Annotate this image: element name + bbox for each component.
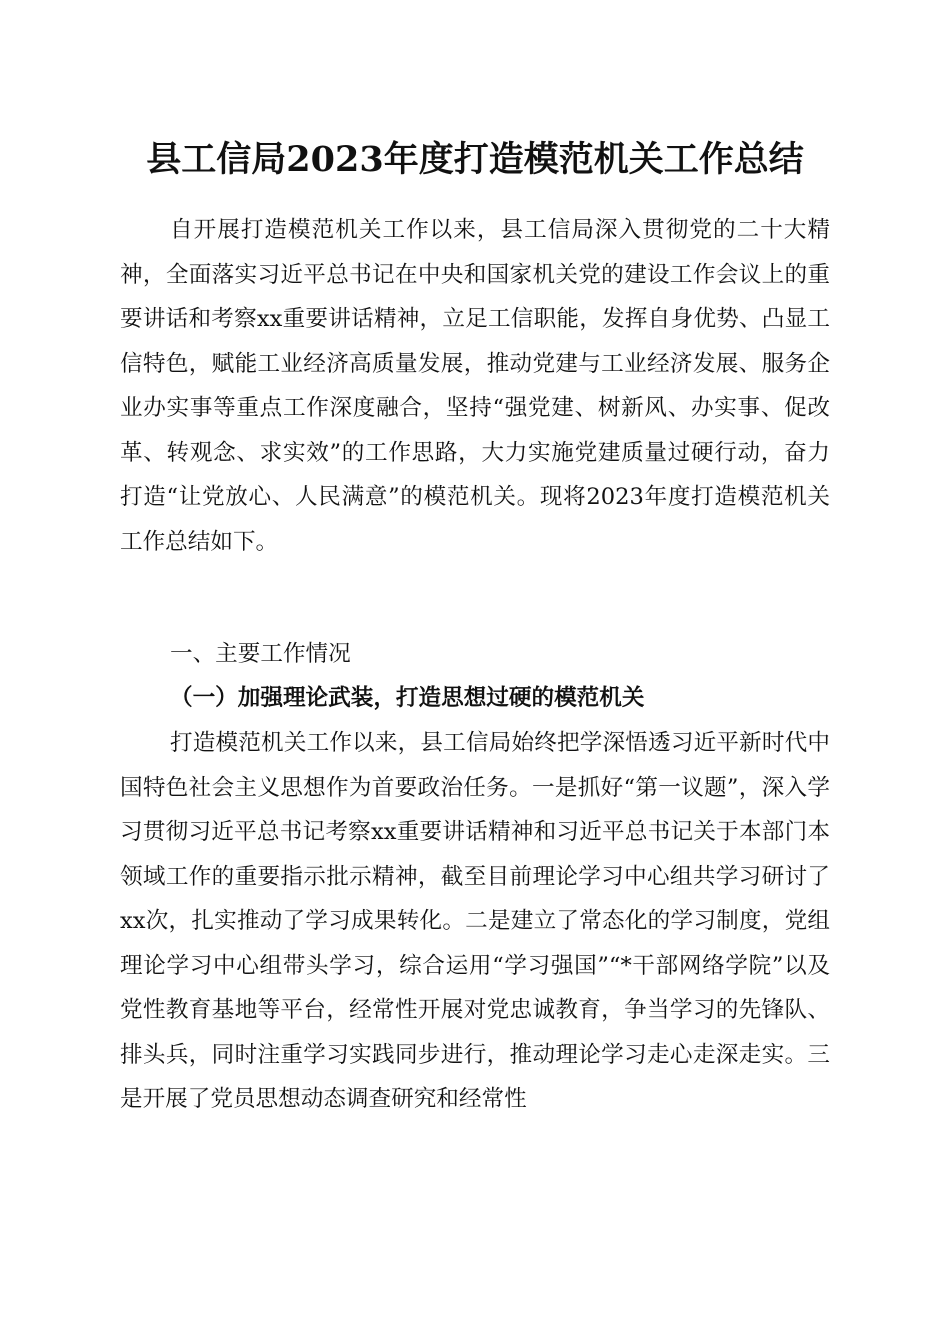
subsection-heading-theory: （一）加强理论武装，打造思想过硬的模范机关 — [170, 685, 645, 711]
section-heading-main-work: 一、主要工作情况 — [170, 641, 351, 667]
subsection-paragraph-theory: 打造模范机关工作以来，县工信局始终把学深悟透习近平新时代中国特色社会主义思想作为首要政治任务。一是抓好“第一议题”，深入学习贯彻习近平总书记考察xx重要讲话精神和习近平总书记关于本部门本领域工作的重要指示批示精神，截至目前理论学习中心组共学习研讨了xx次，扎实推动了学习成果转化。二是建立了常态化的学习制度，党组理论学习中心组带头学习，综合运用“学习强国”“*干部网络学院”以及党性教育基地等平台，经常性开展对党忠诚教育，争当学习的先锋队、排头兵，同时注重学习实践同步进行，推动理论学习走心走深走实。三是开展了党员思想动态调查研究和经常性 — [120, 730, 830, 1112]
document-title: 县工信局2023年度打造模范机关工作总结 — [146, 139, 804, 180]
intro-paragraph: 自开展打造模范机关工作以来，县工信局深入贯彻党的二十大精神，全面落实习近平总书记在中央和国家机关党的建设工作会议上的重要讲话和考察xx重要讲话精神，立足工信职能，发挥自身优势、凸显工信特色，赋能工业经济高质量发展，推动党建与工业经济发展、服务企业办实事等重点工作深度融合，坚持“强党建、树新风、办实事、促改革、转观念、求实效”的工作思路，大力实施党建质量过硬行动，奋力打造“让党放心、人民满意”的模范机关。现将2023年度打造模范机关工作总结如下。 — [120, 217, 830, 555]
